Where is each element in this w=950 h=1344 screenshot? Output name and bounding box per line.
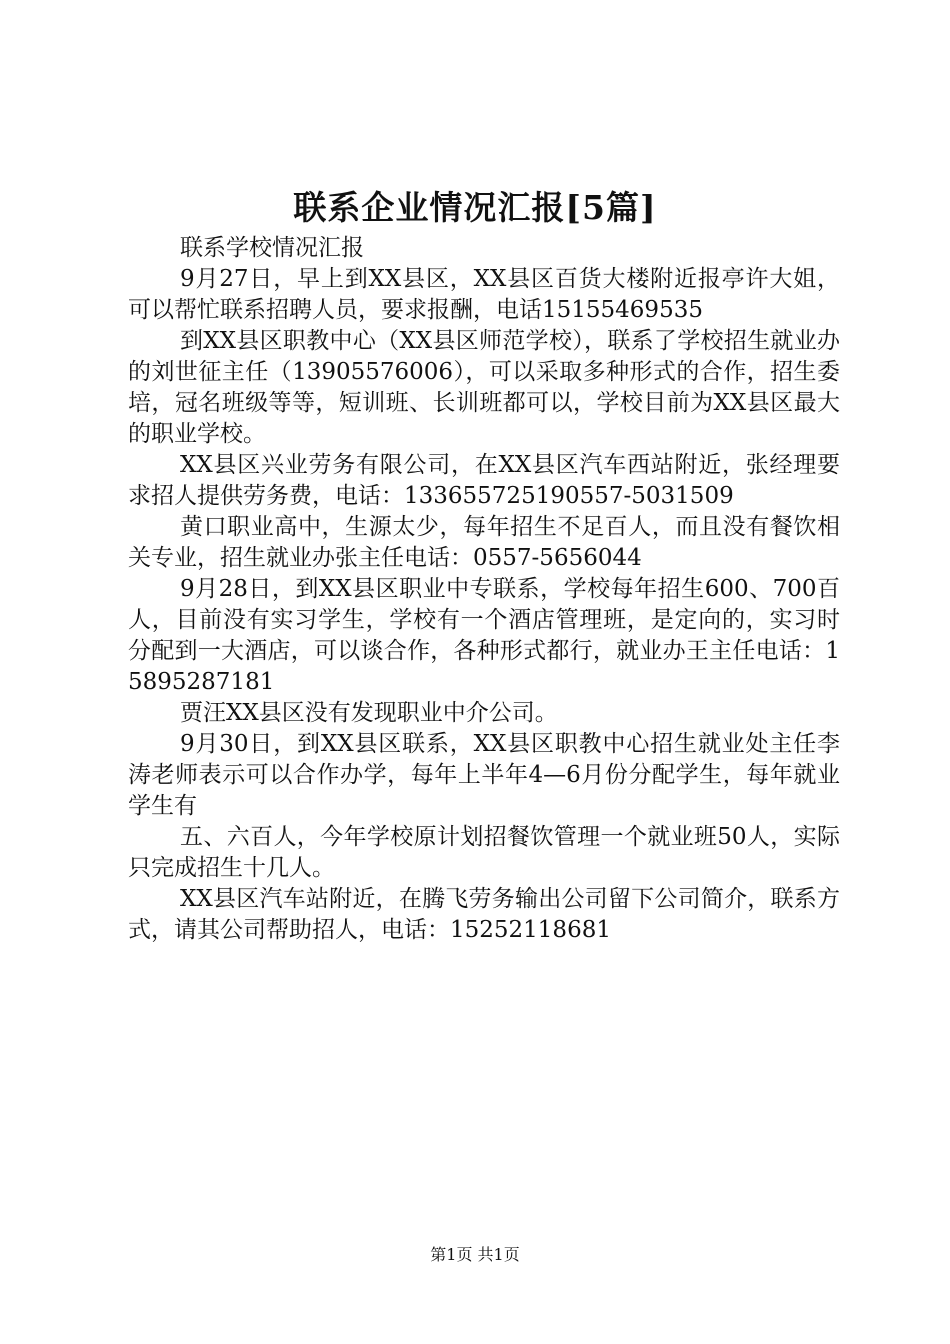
paragraph-9: 五、六百人，今年学校原计划招餐饮管理一个就业班50人，实际只完成招生十几人。 [128,824,840,881]
paragraph-10: XX县区汽车站附近，在腾飞劳务输出公司留下公司简介，联系方式，请其公司帮助招人，电话：15252118681 [128,886,840,943]
paragraph-3: 到XX县区职教中心（XX县区师范学校），联系了学校招生就业办的刘世征主任（13905576006），可以采取多种形式的合作，招生委培，冠名班级等等，短训班、长训班都可以，学校目前为XX县区最大的职业学校。 [128,328,840,447]
paragraph-8: 9月30日，到XX县区联系，XX县区职教中心招生就业处主任李涛老师表示可以合作办学，每年上半年4—6月份分配学生，每年就业学生有 [128,731,840,819]
paragraph-4: XX县区兴业劳务有限公司，在XX县区汽车西站附近，张经理要求招人提供劳务费，电话：133655725190557-5031509 [128,452,840,509]
paragraph-2: 9月27日，早上到XX县区，XX县区百货大楼附近报亭许大姐，可以帮忙联系招聘人员，要求报酬，电话15155469535 [128,266,840,323]
page-footer: 第1页 共1页 [430,1245,520,1264]
document-body [128,233,840,946]
paragraph-6: 9月28日，到XX县区职业中专联系，学校每年招生600、700百人，目前没有实习学生，学校有一个酒店管理班，是定向的，实习时分配到一大酒店，可以谈合作，各种形式都行，就业办王主任电话：15895287181 [128,576,840,695]
paragraph-5: 黄口职业高中，生源太少，每年招生不足百人，而且没有餐饮相关专业，招生就业办张主任电话：0557-5656044 [128,514,840,571]
document-title: 联系企业情况汇报[5篇] [293,188,657,227]
paragraph-7: 贾汪XX县区没有发现职业中介公司。 [180,700,558,726]
paragraph-1: 联系学校情况汇报 [180,235,364,261]
